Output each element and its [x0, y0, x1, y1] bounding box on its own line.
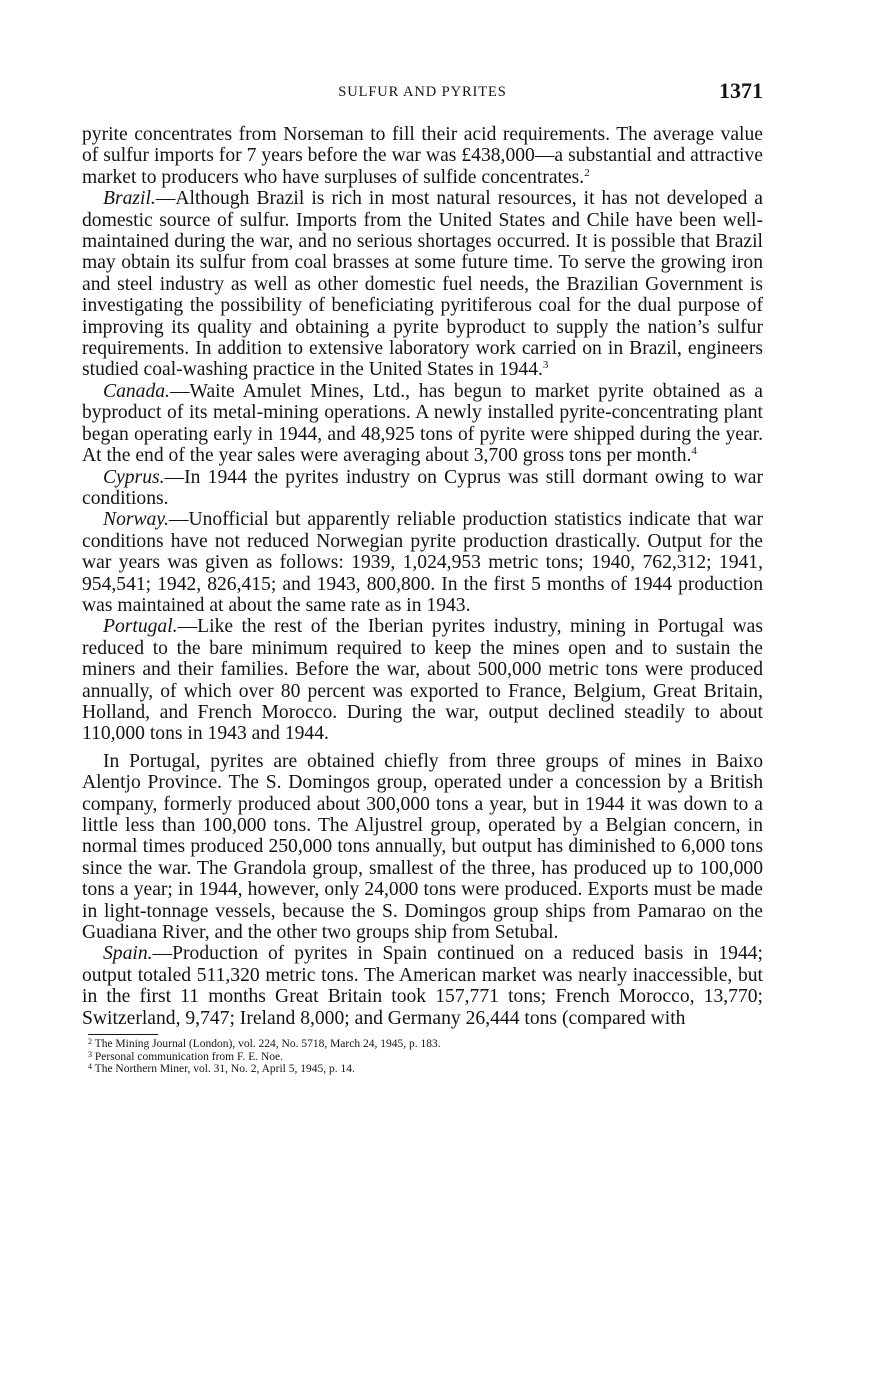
page [82, 78, 763, 1076]
running-title: SULFUR AND PYRITES [338, 84, 507, 100]
section-lead-portugal: Portugal. [103, 616, 178, 638]
page-header [82, 78, 763, 112]
footnote-3 [82, 1051, 763, 1064]
footnote-ref: 4 [691, 445, 697, 458]
paragraph-brazil [82, 188, 763, 381]
paragraph-text: —Like the rest of the Iberian pyrites industry, mining in Portugal was reduced to the bare minimum required to keep the mines open and to sustain the miners and their families. Before the war, about 500,000 metric tons were produced annually, of which over 80 percent was exported to France, Belgium, Great Britain, Holland, and French Morocco. During the war, output declined steadily to about 110,000 tons in 1943 and 1944. [82, 616, 763, 745]
footnote-ref: 2 [584, 166, 590, 179]
section-lead-canada: Canada. [103, 380, 170, 402]
footnote-ref: 3 [542, 359, 549, 372]
footnote-2 [82, 1038, 763, 1051]
footnote-text: The Northern Miner, vol. 31, No. 2, April 5, 1945, p. 14. [94, 1063, 355, 1076]
paragraph-text: —Production of pyrites in Spain continued on a reduced basis in 1944; output totaled 511,320 metric tons. The American market was nearly inaccessible, but in the first 11 months Great Britain took 157,771 tons; French Morocco, 13,770; Switzerland, 9,747; Ireland 8,000; and Germany 26,444 tons (compared with [82, 943, 763, 1029]
section-lead-brazil: Brazil. [103, 188, 156, 210]
paragraph-portugal [82, 616, 763, 744]
footnote-mark: 4 [88, 1062, 92, 1072]
footnotes [82, 1038, 763, 1076]
paragraph-text: —Waite Amulet Mines, Ltd., has begun to market pyrite obtained as a byproduct of its metal-mining operations. A newly installed pyrite-concentrating plant began operating early in 1944, and 48,925 tons of pyrite were shipped during the year. At the end of the year sales were averaging about 3,700 gross tons per month. [82, 380, 763, 467]
paragraph-australia-continued [82, 124, 763, 188]
section-lead-cyprus: Cyprus. [103, 466, 165, 488]
page-number: 1371 [719, 78, 763, 103]
footnote-mark: 2 [88, 1037, 92, 1047]
paragraph-norway [82, 509, 763, 616]
paragraph-text: —Although Brazil is rich in most natural resources, it has not developed a domestic source of sulfur. Imports from the United States and Chile have been well-maintained during the war, and no serious shortages occurred. It is possible that Brazil may obtain its sulfur from coal brasses at some future time. To serve the growing iron and steel industry as well as other domestic fuel needs, the Brazilian Government is investigating the possibility of beneficiating pyritiferous coal for the dual purpose of improving its quality and obtaining a pyrite byproduct to supply the nation’s sulfur requirements. In addition to extensive laboratory work carried on in Brazil, engineers studied coal-washing practice in the United States in 1944. [82, 188, 763, 381]
paragraph-text: —In 1944 the pyrites industry on Cyprus was still dormant owing to war conditions. [82, 466, 763, 509]
footnote-mark: 3 [88, 1049, 92, 1059]
paragraph-spain [82, 943, 763, 1029]
paragraph-text: In Portugal, pyrites are obtained chiefly from three groups of mines in Baixo Alentjo Province. The S. Domingos group, operated under a concession by a British company, formerly produced about 300,000 tons a year, but in 1944 it was down to a little less than 100,000 tons. The Aljustrel group, operated by a Belgian concern, in normal times produced 250,000 tons annually, but output has diminished to 6,000 tons since the war. The Grandola group, smallest of the three, has produced up to 100,000 tons a year; in 1944, however, only 24,000 tons were produced. Exports must be made in light-tonnage vessels, because the S. Domingos group ships from Pamarao on the Guadiana River, and the other two groups ship from Setubal. [82, 750, 763, 944]
paragraph-text: pyrite concentrates from Norseman to fill their acid requirements. The average value of sulfur imports for 7 years before the war was £438,000—a substantial and attractive market to producers who have surpluses of sulfide concentrates. [82, 124, 763, 188]
body-text [82, 124, 763, 1029]
section-lead-spain: Spain. [103, 943, 153, 965]
footnote-text: The Mining Journal (London), vol. 224, No. 5718, March 24, 1945, p. 183. [94, 1038, 441, 1051]
paragraph-portugal-groups [82, 751, 763, 944]
footnote-text: Personal communication from F. E. Noe. [94, 1050, 284, 1063]
paragraph-canada [82, 381, 763, 467]
paragraph-text: —Unofficial but apparently reliable production statistics indicate that war conditions have not reduced Norwegian pyrite production drastically. Output for the war years was given as follows: 1939, 1,024,953 metric tons; 1940, 762,312; 1941, 954,541; 1942, 826,415; and 1943, 800,800. In the first 5 months of 1944 production was maintained at about the same rate as in 1943. [82, 509, 763, 616]
footnote-4 [82, 1063, 763, 1076]
section-lead-norway: Norway. [103, 509, 169, 531]
paragraph-cyprus [82, 467, 763, 510]
footnote-divider [88, 1034, 158, 1035]
